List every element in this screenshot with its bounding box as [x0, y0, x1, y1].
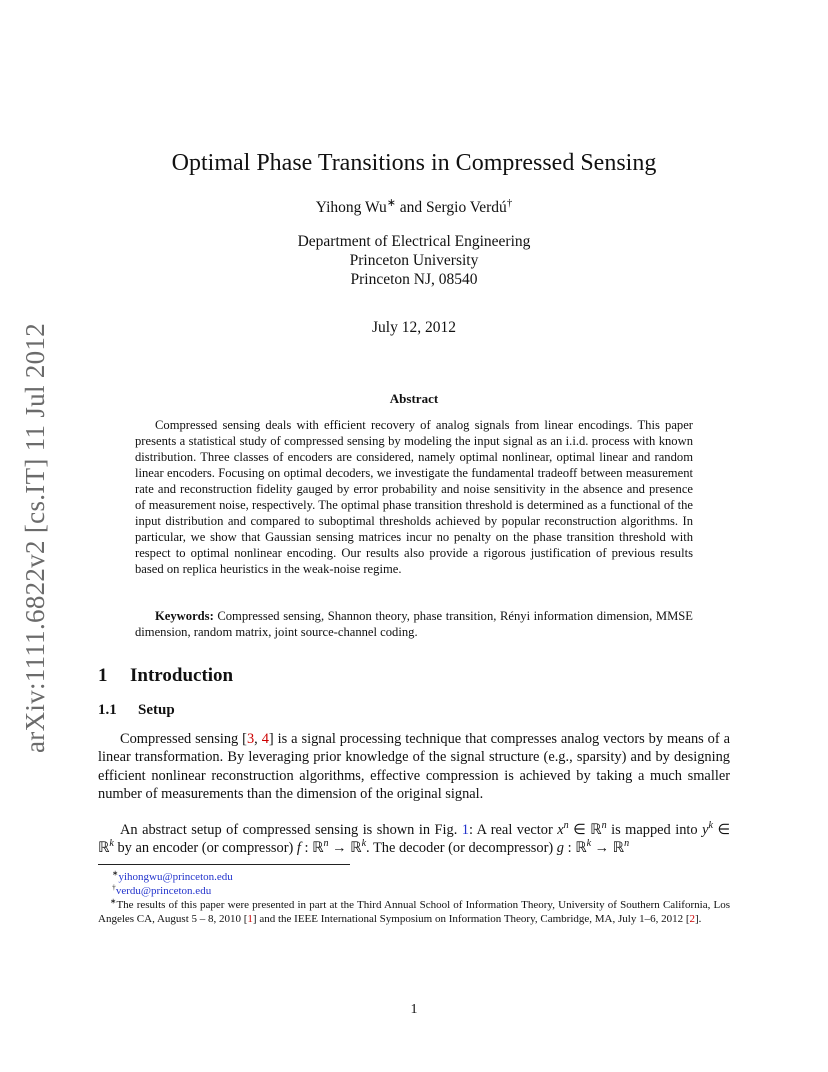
math-symbol: :: [300, 840, 313, 857]
text-run: : A real vector: [468, 822, 558, 838]
math-symbol: ℝ: [98, 840, 110, 857]
paragraph: [98, 730, 730, 803]
math-symbol: ℝ: [312, 840, 324, 857]
math-symbol: n: [601, 820, 607, 832]
citation-link[interactable]: 2: [689, 913, 695, 925]
arxiv-side-stamp: arXiv:1111.6822v2 [cs.IT] 11 Jul 2012: [20, 322, 50, 753]
section-heading: [98, 665, 233, 687]
author-line: [0, 196, 828, 217]
section-number: 1: [98, 665, 108, 686]
math-symbol: x: [557, 822, 564, 838]
author-name: Sergio Verdú: [426, 199, 507, 216]
email-link[interactable]: yihongwu@princeton.edu: [118, 871, 233, 883]
affiliation-line: Department of Electrical Engineering: [297, 233, 531, 250]
text-run: Compressed sensing [: [120, 731, 247, 747]
author-name: Yihong Wu: [315, 199, 387, 216]
keywords: [135, 608, 693, 640]
math-symbol: f: [296, 840, 301, 857]
footnote-mark: †: [506, 196, 513, 209]
footnote: [112, 870, 744, 884]
footnote: [98, 898, 730, 926]
math-symbol: ℝ: [612, 840, 625, 857]
math-symbol: →: [591, 840, 613, 857]
text-run: by an encoder (or compressor): [113, 840, 297, 857]
text-run: ] is a signal processing technique that compresses analog vectors by means of a linear transformation. By leveraging prior knowledge of the signal structure (e.g., sparsity) and by designing efficient nonlinear reconstruction algorithms, effective compression is achieved by taking a much smaller number of measurements than the dimension of the original signal.: [98, 731, 730, 802]
text-run: ] and the IEEE International Symposium on Information Theory, Cambridge, MA, July 1–6, 2012 [: [252, 913, 690, 925]
math-symbol: ℝ: [575, 840, 587, 857]
citation-link[interactable]: 3: [246, 731, 255, 747]
email-link[interactable]: verdu@princeton.edu: [115, 885, 212, 897]
footnote-mark: ∗: [110, 896, 117, 906]
abstract-text: Compressed sensing deals with efficient recovery of analog signals from linear encodings. This paper presents a statistical study of compressed sensing by modeling the input signal as an i.i.d. process with known distribution. Three classes of encoders are considered, namely optimal nonlinear, optimal linear and random linear encoders. Focusing on optimal decoders, we investigate the fundamental tradeoff between measurement rate and reconstruction fidelity gauged by error probability and noise sensitivity in the absence and presence of measurement noise, respectively. The optimal phase transition threshold is determined as a functional of the input distribution and compared to suboptimal thresholds achieved by popular reconstruction algorithms. In particular, we show that Gaussian sensing matrices incur no penalty on the phase transition threshold with respect to optimal nonlinear encoding. Our results also provide a rigorous justification of previous results based on replica heuristics in the weak-noise regime.: [135, 418, 693, 576]
math-symbol: →: [328, 840, 351, 857]
math-symbol: k: [708, 820, 713, 832]
math-symbol: ∈: [712, 822, 730, 838]
math-symbol: y: [702, 822, 709, 838]
footnote-rule: [98, 864, 350, 865]
author-conjunction: and: [395, 199, 426, 216]
footnote-mark: ∗: [112, 868, 119, 878]
math-symbol: ℝ: [350, 840, 362, 857]
footnote-mark: †: [112, 882, 116, 892]
affiliation: [0, 232, 828, 289]
citation-link[interactable]: 1: [247, 913, 253, 925]
math-symbol: n: [323, 838, 329, 850]
math-symbol: k: [109, 838, 114, 850]
math-symbol: ℝ: [590, 822, 602, 838]
text-run: An abstract setup of compressed sensing is shown in Fig.: [120, 822, 462, 838]
text-run: ,: [254, 731, 262, 747]
page-number: 1: [410, 1002, 418, 1017]
text-run: ].: [694, 913, 702, 925]
paper-date: July 12, 2012: [372, 319, 456, 336]
paragraph: [98, 821, 730, 858]
keywords-label: Keywords:: [155, 609, 214, 623]
subsection-number: 1.1: [98, 702, 117, 718]
abstract-heading: Abstract: [389, 391, 439, 406]
math-symbol: ∈: [568, 822, 591, 838]
math-symbol: g: [556, 840, 564, 857]
text-run: is mapped into: [606, 822, 703, 838]
text-run: . The decoder (or decompressor): [366, 840, 557, 857]
subsection-heading: [98, 702, 175, 719]
math-symbol: k: [361, 838, 367, 850]
keywords-text: Compressed sensing, Shannon theory, phase transition, Rényi information dimension, MMSE dimension, random matrix, joint source-channel coding.: [135, 609, 693, 639]
citation-link[interactable]: 4: [261, 731, 269, 747]
math-symbol: n: [624, 838, 630, 850]
affiliation-line: Princeton NJ, 08540: [350, 271, 478, 288]
affiliation-line: Princeton University: [349, 252, 479, 269]
math-symbol: k: [586, 838, 592, 850]
footnote-mark: ∗: [386, 196, 396, 209]
section-title: Introduction: [130, 665, 234, 686]
math-symbol: :: [563, 840, 576, 857]
figure-link[interactable]: 1: [461, 822, 469, 838]
math-symbol: n: [563, 820, 569, 832]
footnote: [112, 884, 744, 898]
text-run: The results of this paper were presented in part at the Third Annual School of Information Theory, University of Southern California, Los Angeles CA, August 5 – 8, 2010 [: [98, 899, 730, 925]
subsection-title: Setup: [138, 702, 175, 718]
paper-title: Optimal Phase Transitions in Compressed Sensing: [171, 150, 657, 176]
